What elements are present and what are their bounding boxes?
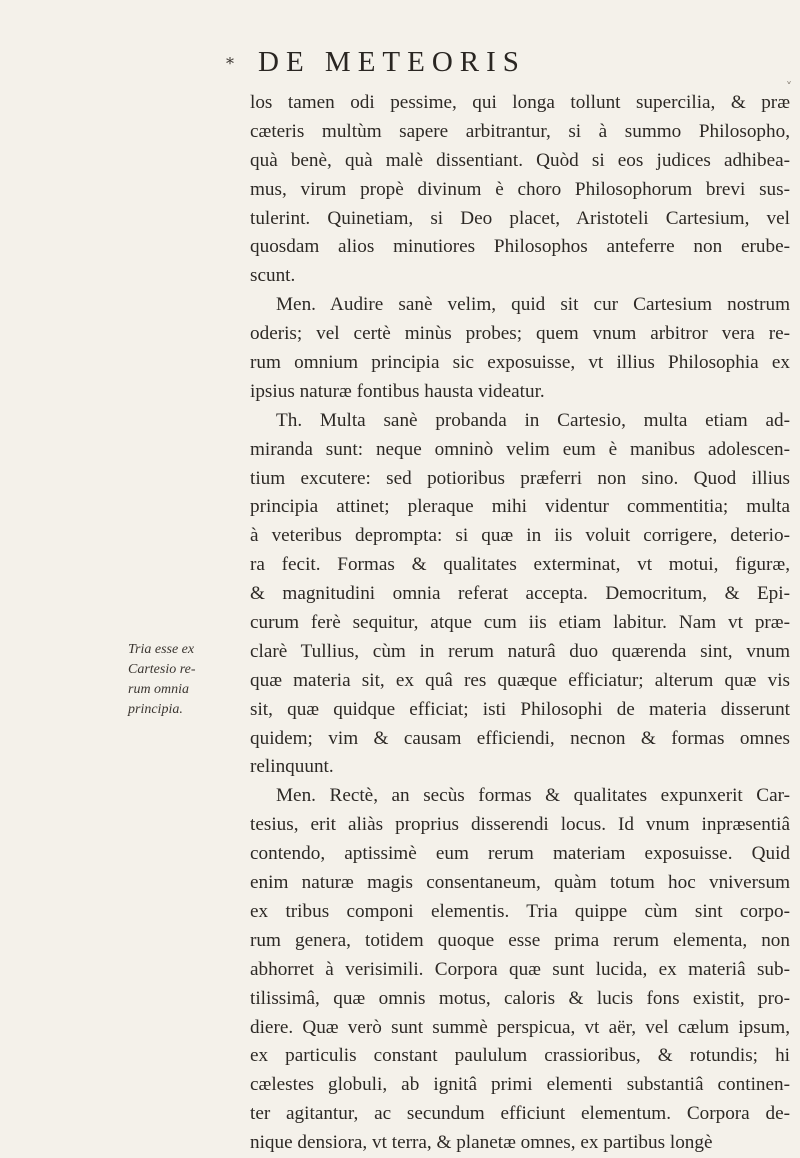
page-header [0,46,800,94]
text-line: sit, quæ quidque efficiat; isti Philosophi de materia disserunt [250,698,790,720]
text-line: miranda sunt: neque omninò velim eum è manibus adolescen- [250,438,790,460]
text-line: quæ materia sit, ex quâ res quæque efficiatur; alterum quæ vis [250,669,790,691]
margin-note-line: principia. [128,702,183,717]
text-line: tulerint. Quinetiam, si Deo placet, Aristoteli Cartesium, vel [250,207,790,229]
text-line: cæteris multùm sapere arbitrantur, si à summo Philosopho, [250,120,790,142]
text-line: oderis; vel certè minùs probes; quem vnum arbitror vera re- [250,323,790,345]
text-line: Men. Audire sanè velim, quid sit cur Cartesium nostrum [276,294,790,316]
text-line: à veteribus deprompta: si quæ in iis voluit corrigere, deterio- [250,525,790,547]
corner-mark: ˅ [786,80,792,94]
text-line: ipsius naturæ fontibus hausta videatur. [250,380,545,402]
text-line: Th. Multa sanè probanda in Cartesio, multa etiam ad- [276,409,790,431]
text-line: contendo, aptissimè eum rerum materiam exposuisse. Quid [250,843,790,865]
text-line: tilissimâ, quæ omnis motus, caloris & lucis fons existit, pro- [250,987,790,1009]
text-line: tium excutere: sed potioribus præferri non sino. Quod illius [250,467,790,489]
text-line: cælestes globuli, ab ignitâ primi elementi substantiâ continen- [250,1074,790,1096]
margin-note-line: rum omnia [128,682,190,697]
text-line: Men. Rectè, an secùs formas & qualitates expunxerit Car- [276,785,790,807]
main-text [250,89,790,1158]
text-line: ra fecit. Formas & qualitates exterminat, vt motui, figuræ, [250,554,790,576]
text-line: scunt. [250,265,296,287]
text-line: rum genera, totidem quoque esse prima rerum elementa, non [250,929,790,951]
text-line: & magnitudini omnia referat accepta. Democritum, & Epi- [250,583,790,605]
text-line: clarè Tullius, cùm in rerum naturâ duo quærenda sint, vnum [250,640,790,662]
text-line: nique densiora, vt terra, & planetæ omnes, ex partibus longè [250,1132,713,1154]
text-line: abhorret à verisimili. Corpora quæ sunt lucida, ex materiâ sub- [250,958,790,980]
ornament-mark: * [226,54,234,73]
text-line: quà benè, quà malè dissentiant. Quòd si eos judices adhibea- [250,149,790,171]
text-line: diere. Quæ verò sunt summè perspicua, vt aër, vel cælum ipsum, [250,1016,790,1038]
text-line: quosdam alios minutiores Philosophos anteferre non erube- [250,236,790,258]
margin-note-line: Tria esse ex [128,642,195,657]
text-line: los tamen odi pessime, qui longa tollunt supercilia, & præ [250,92,790,113]
text-line: principia attinet; pleraque mihi videntur commentitia; multa [250,496,790,518]
margin-note-line: Cartesio re- [128,662,196,677]
text-line: ex tribus componi elementis. Tria quippe cùm sint corpo- [250,900,790,922]
text-line: rum omnium principia sic exposuisse, vt illius Philosophia ex [250,352,790,374]
text-line: enim naturæ magis consentaneum, quàm totum hoc vniversum [250,872,790,894]
marginal-note [128,640,238,720]
text-line: quidem; vim & causam efficiendi, necnon & formas omnes [250,727,790,749]
text-line: curum ferè sequitur, atque cum iis etiam labitur. Nam vt præ- [250,612,790,634]
text-line: tesius, erit aliàs proprius disserendi locus. Id vnum inpræsentiâ [250,814,790,836]
running-head-title: DE METEORIS [258,46,526,78]
text-line: ter agitantur, ac secundum efficiunt elementum. Corpora de- [250,1103,790,1125]
text-line: ex particulis constant paululum crassioribus, & rotundis; hi [250,1045,790,1067]
text-line: relinquunt. [250,756,334,778]
text-line: mus, virum propè divinum è choro Philosophorum brevi sus- [250,178,790,200]
